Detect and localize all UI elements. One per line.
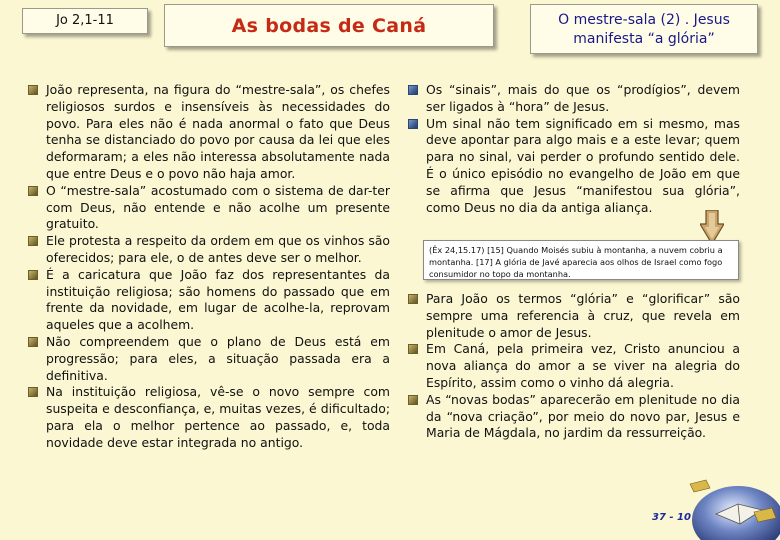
square-bullet-icon (408, 294, 418, 304)
list-item: Ele protesta a respeito da ordem em que os vinhos são oferecidos; para ele, o de antes deve ser o melhor. (26, 233, 390, 267)
list-item: Para João os termos “glória” e “glorificar” são sempre uma referencia à cruz, que revela em plenitude o amor de Jesus. (406, 291, 740, 341)
square-bullet-icon (28, 186, 38, 196)
list-item: Os “sinais”, mais do que os “prodígios”, devem ser ligados à “hora” de Jesus. (406, 82, 740, 116)
reference-label: Jo 2,1-11 (56, 13, 114, 28)
title-box (164, 4, 494, 47)
globe-bible-icon (676, 468, 780, 540)
list-item: João representa, na figura do “mestre-sala”, os chefes religiosos surdos e insensíveis às necessidades do povo. Para eles não é nada anormal o fato que Deus tenha se distanciado do povo por causa da lei que eles deformaram; a eles não interessa absolutamente nada que entre Deus e o povo não haja amor. (26, 82, 390, 183)
arrow-down-icon (700, 210, 724, 244)
square-bullet-icon (408, 395, 418, 405)
right-column-bottom (406, 291, 740, 442)
subtitle-line-2: manifesta “a glória” (573, 31, 715, 47)
square-bullet-icon (28, 85, 38, 95)
square-bullet-icon (28, 387, 38, 397)
right-column-top (406, 82, 740, 216)
list-item: Um sinal não tem significado em si mesmo, mas deve apontar para algo mais e a este levar; quem para no sinal, vai perder o profundo sentido dele. É o único episódio no evangelho de João em que se afirma que Jesus “manifestou sua glória”, como Deus no dia da antiga aliança. (406, 116, 740, 217)
page-number: 37 - 10 (652, 512, 691, 523)
square-bullet-icon (408, 85, 418, 95)
subtitle-line-1: O mestre-sala (2) . Jesus (558, 12, 730, 28)
square-bullet-icon (408, 344, 418, 354)
reference-box (22, 8, 148, 34)
list-item: O “mestre-sala” acostumado com o sistema de dar-ter com Deus, não entende e não acolhe um presente gratuito. (26, 183, 390, 233)
list-item: É a caricatura que João faz dos representantes da instituição religiosa; são homens do passado que em frente da novidade, em lugar de acolhe-la, reprovam aqueles que a acolhem. (26, 267, 390, 334)
left-column (26, 82, 390, 452)
list-item: As “novas bodas” aparecerão em plenitude no dia da “nova criação”, por meio do novo par, Jesus e Maria de Mágdala, no jardim da ressurreição. (406, 392, 740, 442)
square-bullet-icon (28, 236, 38, 246)
scripture-note-text: (Êx 24,15.17) [15] Quando Moisés subiu à montanha, a nuvem cobriu a montanha. [17] A glória de Javé aparecia aos olhos de Israel como fogo consumidor no topo da montanha. (429, 245, 723, 279)
scripture-note (423, 240, 739, 280)
square-bullet-icon (408, 119, 418, 129)
page-title: As bodas de Caná (231, 15, 427, 37)
list-item: Não compreendem que o plano de Deus está em progressão; para eles, a situação passada era a definitiva. (26, 334, 390, 384)
square-bullet-icon (28, 270, 38, 280)
list-item: Na instituição religiosa, vê-se o novo sempre com suspeita e desconfiança, e, muitas vezes, é dificultado; para ela o melhor pertence ao passado, e, toda novidade deve estar integrada no antigo. (26, 384, 390, 451)
subtitle-box (530, 4, 758, 54)
list-item: Em Caná, pela primeira vez, Cristo anunciou a nova aliança do amor a se viver na alegria do Espírito, assim como o vinho dá alegria. (406, 341, 740, 391)
square-bullet-icon (28, 337, 38, 347)
